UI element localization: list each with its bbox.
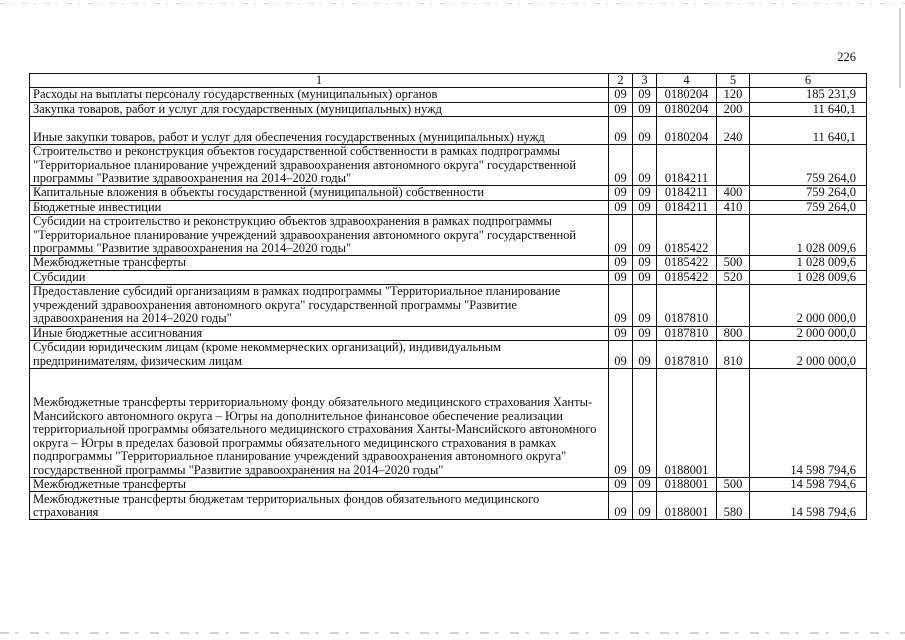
cell-section: 09 [609,326,633,340]
cell-target-article: 0187810 [657,326,717,340]
cell-expense-type: 410 [717,200,750,214]
cell-section: 09 [609,270,633,284]
cell-expense-type: 580 [717,492,750,520]
cell-section: 09 [609,186,633,200]
cell-amount: 11 640,1 [750,102,867,116]
cell-expense-type: 240 [717,117,750,145]
scan-edge-top [0,3,905,4]
table-header-cell: 3 [633,74,657,88]
table-row [30,326,867,340]
cell-subsection: 09 [633,200,657,214]
cell-target-article: 0185422 [657,215,717,256]
cell-amount: 1 028 009,6 [750,270,867,284]
cell-amount: 1 028 009,6 [750,256,867,270]
cell-expense-type: 400 [717,186,750,200]
cell-target-article: 0188001 [657,492,717,520]
table-header-cell: 6 [750,74,867,88]
cell-section: 09 [609,117,633,145]
cell-target-article: 0180204 [657,88,717,102]
cell-description: Предоставление субсидий организациям в рамках подпрограммы "Территориальное планирование учреждений здравоохранения автономного округа" государственной программы "Развитие здравоохранения на 2014–2020 годы" [30,285,609,326]
cell-description: Субсидии на строительство и реконструкцию объектов здравоохранения в рамках подпрограммы "Территориальное планирование учреждений здравоохранения автономного округа" государственной программы "Развитие здравоохранения на 2014–2020 годы" [30,215,609,256]
table-row [30,340,867,368]
page-number: 226 [837,50,856,64]
cell-amount: 11 640,1 [750,117,867,145]
cell-subsection: 09 [633,270,657,284]
cell-subsection: 09 [633,102,657,116]
cell-description: Бюджетные инвестиции [30,200,609,214]
cell-target-article: 0185422 [657,256,717,270]
cell-description: Субсидии юридическим лицам (кроме некоммерческих организаций), индивидуальным предпринимателям, физическим лицам [30,340,609,368]
cell-expense-type: 800 [717,326,750,340]
cell-subsection: 09 [633,477,657,491]
table-row [30,477,867,491]
scan-edge-right [899,8,901,88]
cell-description: Закупка товаров, работ и услуг для государственных (муниципальных) нужд [30,102,609,116]
cell-subsection: 09 [633,368,657,477]
cell-description: Межбюджетные трансферты [30,256,609,270]
table-row [30,368,867,477]
cell-subsection: 09 [633,215,657,256]
cell-subsection: 09 [633,340,657,368]
cell-section: 09 [609,285,633,326]
cell-target-article: 0187810 [657,340,717,368]
cell-subsection: 09 [633,145,657,186]
table-row [30,145,867,186]
cell-expense-type: 500 [717,477,750,491]
cell-description: Межбюджетные трансферты бюджетам территориальных фондов обязательного медицинского страхования [30,492,609,520]
table-header-cell: 4 [657,74,717,88]
cell-section: 09 [609,492,633,520]
table-row [30,492,867,520]
cell-expense-type [717,215,750,256]
cell-subsection: 09 [633,117,657,145]
cell-subsection: 09 [633,256,657,270]
cell-target-article: 0180204 [657,117,717,145]
cell-description: Иные бюджетные ассигнования [30,326,609,340]
cell-expense-type: 120 [717,88,750,102]
cell-amount: 14 598 794,6 [750,477,867,491]
cell-subsection: 09 [633,492,657,520]
cell-amount: 1 028 009,6 [750,215,867,256]
cell-expense-type: 810 [717,340,750,368]
cell-expense-type [717,368,750,477]
table-row [30,215,867,256]
cell-target-article: 0184211 [657,145,717,186]
cell-subsection: 09 [633,285,657,326]
cell-description: Расходы на выплаты персоналу государственных (муниципальных) органов [30,88,609,102]
cell-expense-type: 200 [717,102,750,116]
cell-section: 09 [609,145,633,186]
cell-description: Капитальные вложения в объекты государственной (муниципальной) собственности [30,186,609,200]
cell-section: 09 [609,102,633,116]
budget-table [29,73,867,520]
cell-section: 09 [609,477,633,491]
cell-description: Строительство и реконструкция объектов государственной собственности в рамках подпрограммы "Территориальное планирование учреждений здравоохранения автономного округа" государственной программы "Развитие здравоохранения на 2014–2020 годы" [30,145,609,186]
cell-amount: 2 000 000,0 [750,326,867,340]
cell-target-article: 0188001 [657,368,717,477]
cell-subsection: 09 [633,186,657,200]
cell-target-article: 0185422 [657,270,717,284]
table-row [30,200,867,214]
cell-expense-type: 500 [717,256,750,270]
cell-amount: 759 264,0 [750,186,867,200]
table-row [30,102,867,116]
cell-section: 09 [609,256,633,270]
table-row [30,285,867,326]
cell-expense-type [717,285,750,326]
cell-description: Иные закупки товаров, работ и услуг для обеспечения государственных (муниципальных) нужд [30,117,609,145]
cell-section: 09 [609,368,633,477]
cell-section: 09 [609,215,633,256]
cell-expense-type [717,145,750,186]
cell-description: Межбюджетные трансферты [30,477,609,491]
cell-target-article: 0180204 [657,102,717,116]
cell-subsection: 09 [633,88,657,102]
cell-amount: 2 000 000,0 [750,285,867,326]
table-row [30,186,867,200]
table-row [30,270,867,284]
table-header-row [30,74,867,88]
cell-target-article: 0184211 [657,200,717,214]
cell-amount: 14 598 794,6 [750,368,867,477]
budget-table-body [30,74,867,520]
cell-target-article: 0188001 [657,477,717,491]
cell-section: 09 [609,88,633,102]
table-row [30,117,867,145]
cell-description: Межбюджетные трансферты территориальному фонду обязательного медицинского страхования Ханты-Мансийского автономного округа – Югры на дополнительное финансовое обеспечение реализации территориальной программы обязательного медицинского страхования Ханты-Мансийского автономного округа – Югры в пределах базовой программы обязательного медицинского страхования в рамках подпрограммы "Территориальное планирование учреждений здравоохранения автономного округа" государственной программы "Развитие здравоохранения на 2014–2020 годы" [30,368,609,477]
table-header-cell: 2 [609,74,633,88]
cell-subsection: 09 [633,326,657,340]
table-row [30,88,867,102]
table-header-cell: 5 [717,74,750,88]
cell-amount: 2 000 000,0 [750,340,867,368]
cell-section: 09 [609,200,633,214]
cell-amount: 759 264,0 [750,200,867,214]
cell-description: Субсидии [30,270,609,284]
cell-target-article: 0184211 [657,186,717,200]
table-row [30,256,867,270]
cell-amount: 14 598 794,6 [750,492,867,520]
cell-amount: 759 264,0 [750,145,867,186]
cell-section: 09 [609,340,633,368]
table-header-cell: 1 [30,74,609,88]
cell-target-article: 0187810 [657,285,717,326]
scan-edge-bottom [0,632,905,634]
cell-expense-type: 520 [717,270,750,284]
cell-amount: 185 231,9 [750,88,867,102]
